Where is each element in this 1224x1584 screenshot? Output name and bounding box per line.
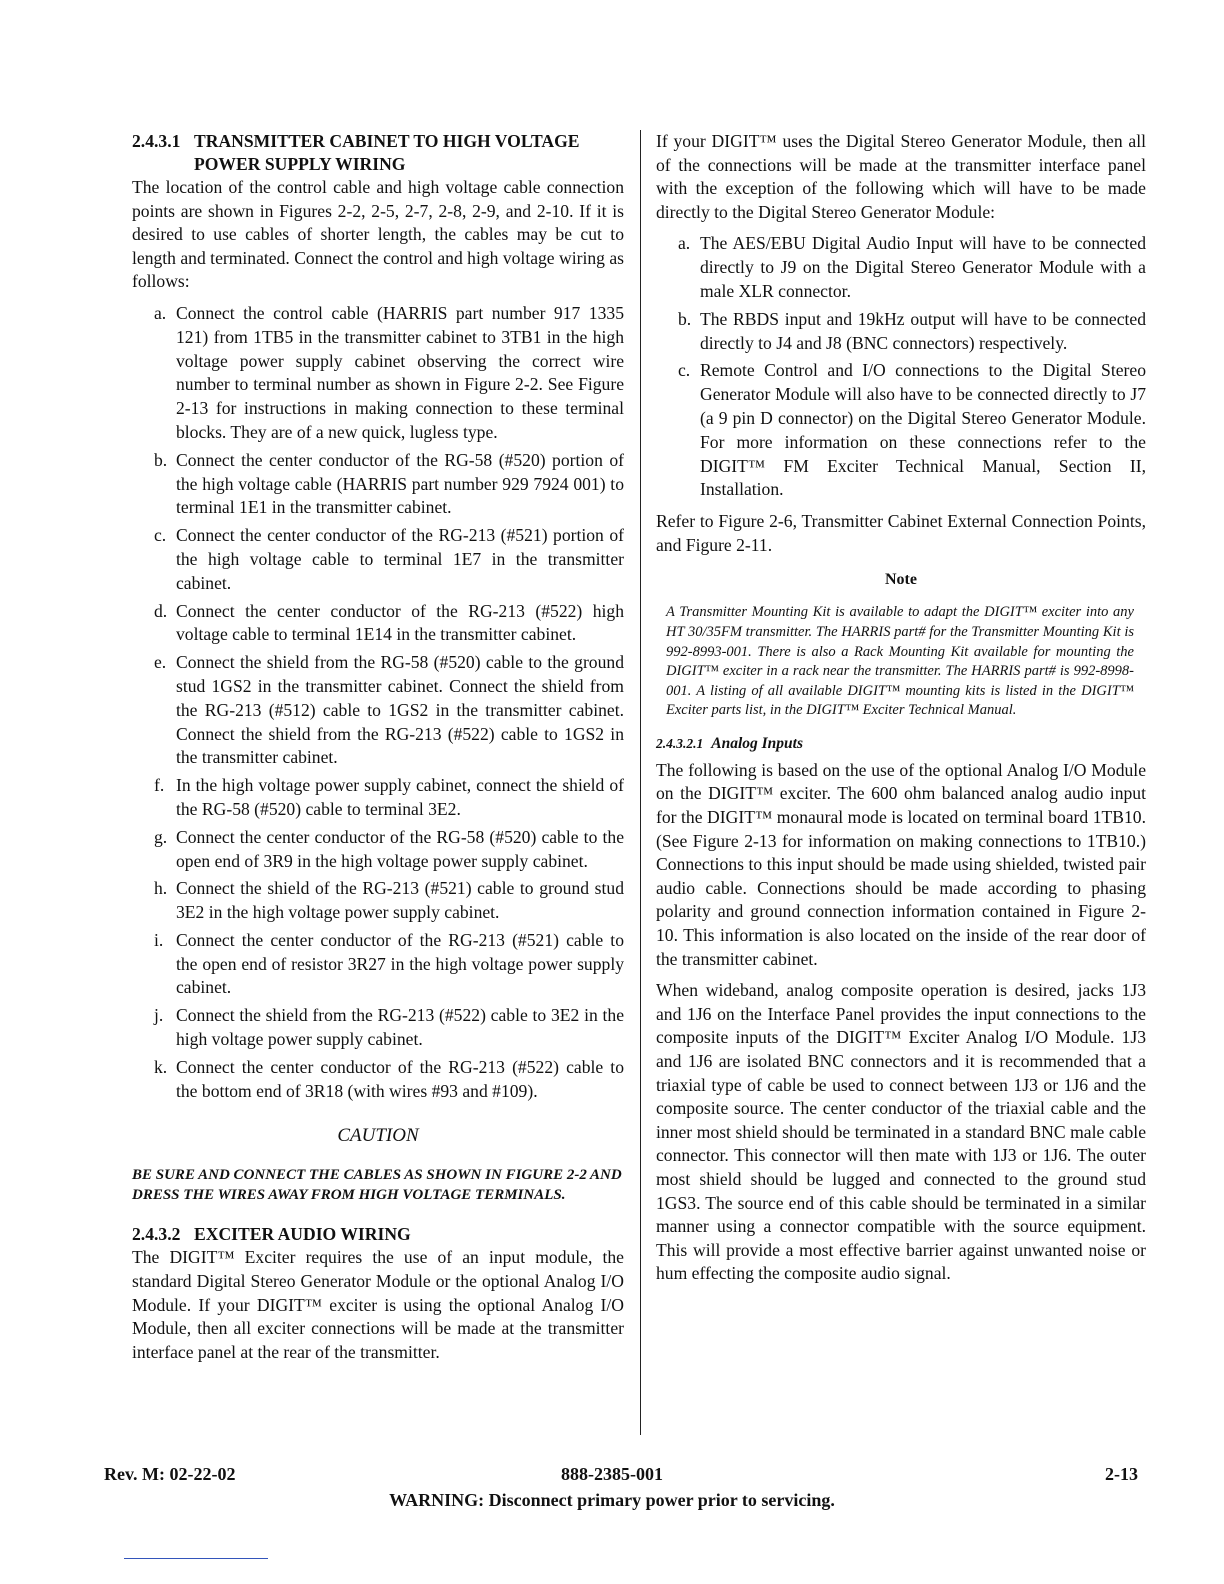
section-number: 2.4.3.1	[132, 131, 181, 151]
list-item	[132, 302, 624, 445]
note-title: Note	[885, 571, 917, 589]
list-text: The RBDS input and 19kHz output will have to be connected directly to J4 and J8 (BNC connectors) respectively.	[700, 308, 1146, 353]
list-marker: a.	[154, 302, 167, 323]
list-item	[132, 1056, 624, 1104]
footer-warning: WARNING: Disconnect primary power prior to servicing.	[389, 1490, 835, 1510]
list-item	[656, 308, 1146, 356]
list-item	[132, 524, 624, 595]
right-intro: If your DIGIT™ uses the Digital Stereo Generator Module, then all of the connections will be made at the transmitter interface panel with the exception of the following which will have to be made directly to the Digital Stereo Generator Module:	[656, 131, 1146, 222]
list-text: Connect the control cable (HARRIS part number 917 1335 121) from 1TB5 in the transmitter cabinet to 3TB1 in the high voltage power supply cabinet observing the correct wire number to terminal number as shown in Figure 2-2. See Figure 2-13 for instructions in making connection to these terminal blocks. They are of a new quick, lugless type.	[176, 302, 624, 442]
caution-text: BE SURE AND CONNECT THE CABLES AS SHOWN IN FIGURE 2-2 AND DRESS THE WIRES AWAY FROM HIGH VOLTAGE TERMINALS.	[132, 1167, 622, 1204]
list-item	[132, 929, 624, 1000]
list-item	[132, 774, 624, 822]
list-text: The AES/EBU Digital Audio Input will have to be connected directly to J9 on the Digital Stereo Generator Module with a male XLR connector.	[700, 233, 1146, 301]
section-heading-2-4-3-2	[132, 1223, 624, 1246]
section-heading-2-4-3-1	[132, 130, 624, 176]
footnote-rule	[124, 1558, 268, 1559]
exciter-audio-paragraph: The DIGIT™ Exciter requires the use of an input module, the standard Digital Stereo Generator Module or the optional Analog I/O Module. If your DIGIT™ exciter is using the optional Analog I/O Module, then all exciter connections will be made at the transmitter interface panel at the rear of the transmitter.	[132, 1247, 624, 1362]
list-item	[132, 1004, 624, 1052]
list-marker: k.	[154, 1056, 168, 1077]
list-item	[656, 359, 1146, 502]
refer-paragraph: Refer to Figure 2-6, Transmitter Cabinet External Connection Points, and Figure 2-11.	[656, 511, 1146, 555]
module-steps	[656, 232, 1146, 502]
list-marker: h.	[154, 878, 168, 899]
list-marker: e.	[154, 652, 167, 673]
list-text: Connect the center conductor of the RG-213 (#522) high voltage cable to terminal 1E14 in the transmitter cabinet.	[176, 600, 624, 645]
part-number: 888-2385-001	[561, 1464, 663, 1484]
list-marker: j.	[154, 1005, 164, 1026]
wiring-steps	[132, 302, 624, 1104]
list-marker: f.	[154, 775, 165, 796]
list-text: Connect the shield of the RG-213 (#521) cable to ground stud 3E2 in the high voltage power supply cabinet.	[176, 878, 624, 923]
subsection-heading	[656, 735, 1146, 753]
list-text: Connect the shield from the RG-58 (#520) cable to the ground stud 1GS2 in the transmitter cabinet. Connect the shield from the RG-213 (#512) cable to 1GS2 in the transmitter cabinet. Connect the shield from the RG-213 (#522) cable to 1GS2 in the transmitter cabinet.	[176, 652, 624, 768]
list-text: In the high voltage power supply cabinet, connect the shield of the RG-58 (#520) cable to terminal 3E2.	[176, 775, 624, 819]
list-text: Connect the shield from the RG-213 (#522) cable to 3E2 in the high voltage power supply cabinet.	[176, 1005, 624, 1050]
list-text: Connect the center conductor of the RG-58 (#520) portion of the high voltage cable (HARRIS part number 929 7924 001) to terminal 1E1 in the transmitter cabinet.	[176, 449, 624, 518]
list-marker: a.	[678, 233, 691, 254]
list-marker: g.	[154, 826, 168, 847]
analog-inputs-paragraph-1: The following is based on the use of the optional Analog I/O Module on the DIGIT™ exciter. The 600 ohm balanced analog audio input for the DIGIT™ monaural mode is located on terminal board 1TB10. (See Figure 2-13 for information on making connections to 1TB10.) Connections to this input should be made using shielded, twisted pair audio cable. Connections should be made according to phasing polarity and ground connection information contained in Figure 2-10. This information is also located on the inside of the rear door of the transmitter cabinet.	[656, 759, 1146, 969]
column-divider	[640, 130, 641, 1435]
section-title-line-2: POWER SUPPLY WIRING	[194, 154, 406, 174]
subsection-number: 2.4.3.2.1	[656, 735, 704, 751]
section-title: EXCITER AUDIO WIRING	[194, 1224, 411, 1245]
analog-inputs-paragraph-2: When wideband, analog composite operation is desired, jacks 1J3 and 1J6 on the Interface Panel provides the input connections to the composite inputs of the DIGIT™ Exciter Analog I/O Module. 1J3 and 1J6 are isolated BNC connectors and it is recommended that a triaxial type of cable be used to connect between 1J3 or 1J6 and the composite source. The center conductor of the triaxial cable and the inner most shield should be terminated in a standard BNC male cable connector. This connector will then mate with 1J3 or 1J6. The outer most shield should be lugged and connected to the ground stud 1GS3. The source end of this cable should be terminated in a similar manner using a connector compatible with the source equipment. This will provide a most effective barrier against unwanted noise or hum effecting the composite audio signal.	[656, 980, 1146, 1284]
list-marker: b.	[678, 308, 692, 329]
section-number: 2.4.3.2	[132, 1224, 181, 1245]
list-item	[132, 600, 624, 648]
section-title-line-1: TRANSMITTER CABINET TO HIGH VOLTAGE	[194, 131, 580, 151]
page-number: 2-13	[1105, 1464, 1138, 1484]
caution-title: CAUTION	[337, 1125, 419, 1147]
list-marker: c.	[154, 525, 167, 546]
list-text: Connect the center conductor of the RG-213 (#521) cable to the open end of resistor 3R27 in the high voltage power supply cabinet.	[176, 929, 624, 998]
list-item	[132, 449, 624, 520]
list-text: Connect the center conductor of the RG-213 (#522) cable to the bottom end of 3R18 (with wires #93 and #109).	[176, 1056, 624, 1101]
list-item	[132, 877, 624, 925]
subsection-title: Analog Inputs	[711, 734, 804, 752]
list-text: Connect the center conductor of the RG-213 (#521) portion of the high voltage cable to terminal 1E7 in the transmitter cabinet.	[176, 525, 624, 593]
list-item	[132, 826, 624, 874]
list-marker: b.	[154, 449, 168, 470]
revision-label: Rev. M: 02-22-02	[104, 1464, 236, 1484]
page-footer	[0, 1464, 1224, 1488]
list-item	[656, 232, 1146, 303]
left-column	[132, 130, 624, 1372]
list-item	[132, 651, 624, 770]
note-text: A Transmitter Mounting Kit is available to adapt the DIGIT™ exciter into any HT 30/35FM transmitter. The HARRIS part# for the Transmitter Mounting Kit is 992-8993-001. There is also a Rack Mounting Kit available for mounting the DIGIT™ exciter in a rack near the transmitter. The HARRIS part# is 992-8998-001. A listing of all available DIGIT™ mounting kits is listed in the DIGIT™ Exciter parts list, in the DIGIT™ Exciter Technical Manual.	[666, 604, 1134, 719]
list-text: Remote Control and I/O connections to the Digital Stereo Generator Module will also have to be connected directly to J7 (a 9 pin D connector) on the Digital Stereo Generator Module. For more information on these connections refer to the DIGIT™ FM Exciter Technical Manual, Section II, Installation.	[700, 360, 1146, 500]
right-column	[656, 130, 1146, 1294]
list-marker: d.	[154, 600, 168, 621]
section-intro: The location of the control cable and high voltage cable connection points are shown in Figures 2-2, 2-5, 2-7, 2-8, 2-9, and 2-10. If it is desired to use cables of shorter length, the cables may be cut to length and terminated. Connect the control and high voltage wiring as follows:	[132, 177, 625, 292]
list-marker: c.	[678, 360, 691, 381]
list-text: Connect the center conductor of the RG-58 (#520) cable to the open end of 3R9 in the high voltage power supply cabinet.	[176, 826, 624, 871]
list-marker: i.	[154, 929, 164, 950]
